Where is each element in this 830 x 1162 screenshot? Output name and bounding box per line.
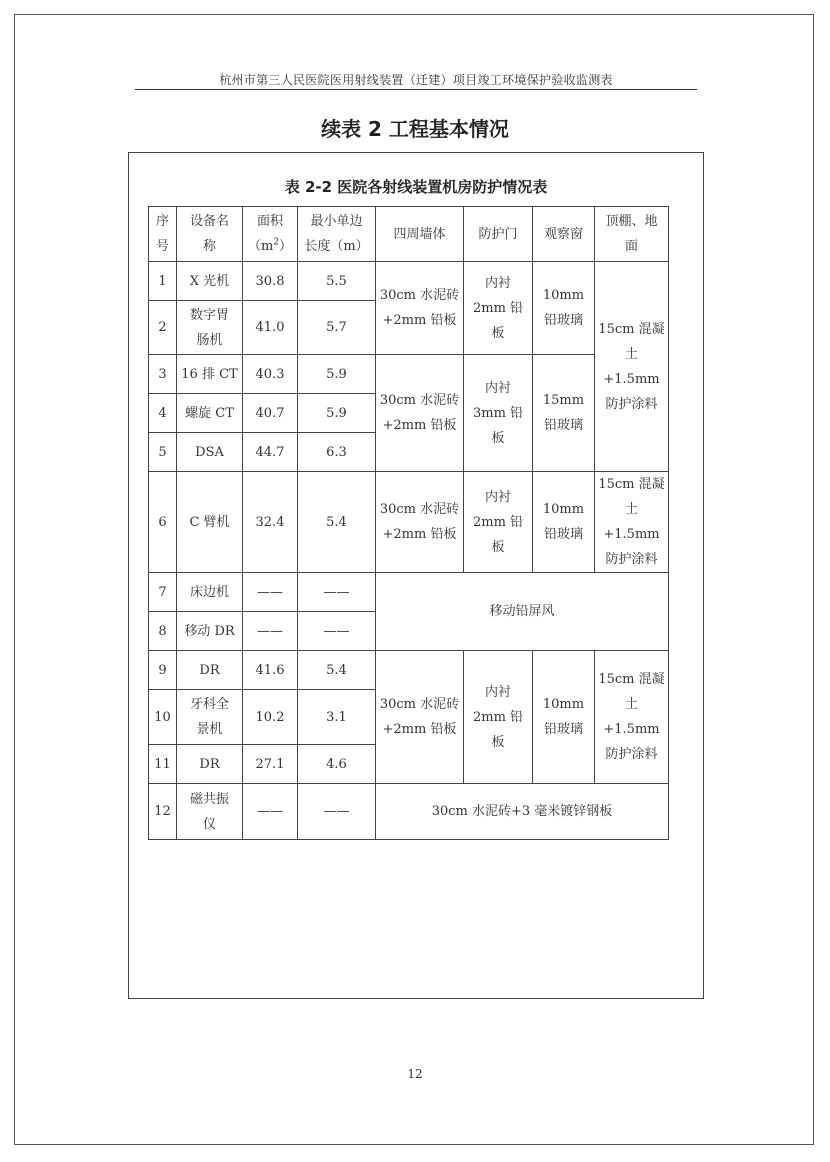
cell-seq: 10 (149, 690, 177, 745)
cell-area: 27.1 (243, 745, 298, 784)
cell-area: 44.7 (243, 433, 298, 472)
table-row (149, 651, 669, 690)
cell-min-length: 5.9 (298, 355, 376, 394)
table-row (149, 472, 669, 573)
cell-door: 内衬 2mm 铅 板 (464, 651, 533, 784)
cell-device-name: 16 排 CT (177, 355, 243, 394)
running-head: 杭州市第三人民医院医用射线装置（迁建）项目竣工环境保护验收监测表 (219, 73, 613, 87)
cell-area: —— (243, 612, 298, 651)
cell-device-name: C 臂机 (177, 472, 243, 573)
table-row (149, 784, 669, 840)
table-row (149, 355, 669, 394)
cell-device-name: 磁共振 仪 (177, 784, 243, 840)
cell-window: 10mm 铅玻璃 (533, 472, 595, 573)
header-min-length: 最小单边 长度（m） (298, 207, 376, 262)
section-title: 续表 2 工程基本情况 (321, 117, 509, 141)
cell-seq: 1 (149, 262, 177, 301)
cell-window: 10mm 铅玻璃 (533, 651, 595, 784)
cell-ceiling: 15cm 混凝 土+1.5mm 防护涂料 (595, 651, 669, 784)
header-seq: 序 号 (149, 207, 177, 262)
cell-seq: 3 (149, 355, 177, 394)
cell-area: 40.3 (243, 355, 298, 394)
table-row (149, 573, 669, 612)
cell-device-name: DR (177, 651, 243, 690)
cell-ceiling: 15cm 混凝 土+1.5mm 防护涂料 (595, 472, 669, 573)
header-door: 防护门 (464, 207, 533, 262)
cell-seq: 2 (149, 301, 177, 355)
header-wall: 四周墙体 (376, 207, 464, 262)
cell-area: —— (243, 573, 298, 612)
cell-seq: 7 (149, 573, 177, 612)
cell-area: 30.8 (243, 262, 298, 301)
cell-device-name: 螺旋 CT (177, 394, 243, 433)
cell-ceiling: 15cm 混凝 土+1.5mm 防护涂料 (595, 262, 669, 472)
cell-seq: 8 (149, 612, 177, 651)
cell-merged-protection: 移动铅屏风 (376, 573, 669, 651)
table-row (149, 262, 669, 301)
cell-seq: 4 (149, 394, 177, 433)
cell-area: 10.2 (243, 690, 298, 745)
cell-min-length: 5.7 (298, 301, 376, 355)
cell-device-name: 床边机 (177, 573, 243, 612)
cell-area: 32.4 (243, 472, 298, 573)
cell-device-name: 数字胃 肠机 (177, 301, 243, 355)
cell-min-length: —— (298, 784, 376, 840)
table-header-row (149, 207, 669, 262)
cell-device-name: DSA (177, 433, 243, 472)
cell-device-name: DR (177, 745, 243, 784)
cell-device-name: 牙科全 景机 (177, 690, 243, 745)
cell-seq: 11 (149, 745, 177, 784)
cell-device-name: 移动 DR (177, 612, 243, 651)
cell-area: 41.0 (243, 301, 298, 355)
cell-wall: 30cm 水泥砖 +2mm 铅板 (376, 651, 464, 784)
cell-area: 40.7 (243, 394, 298, 433)
cell-min-length: 5.9 (298, 394, 376, 433)
cell-wall: 30cm 水泥砖 +2mm 铅板 (376, 262, 464, 355)
cell-min-length: —— (298, 573, 376, 612)
cell-seq: 12 (149, 784, 177, 840)
cell-seq: 6 (149, 472, 177, 573)
cell-area: 41.6 (243, 651, 298, 690)
cell-min-length: 4.6 (298, 745, 376, 784)
header-window: 观察窗 (533, 207, 595, 262)
header-name: 设备名 称 (177, 207, 243, 262)
cell-wall: 30cm 水泥砖 +2mm 铅板 (376, 355, 464, 472)
shielding-table (148, 206, 669, 840)
cell-wall: 30cm 水泥砖 +2mm 铅板 (376, 472, 464, 573)
cell-min-length: 6.3 (298, 433, 376, 472)
cell-min-length: 3.1 (298, 690, 376, 745)
cell-window: 15mm 铅玻璃 (533, 355, 595, 472)
cell-min-length: 5.5 (298, 262, 376, 301)
header-ceiling: 顶棚、地 面 (595, 207, 669, 262)
cell-device-name: X 光机 (177, 262, 243, 301)
cell-seq: 5 (149, 433, 177, 472)
cell-min-length: 5.4 (298, 651, 376, 690)
cell-min-length: —— (298, 612, 376, 651)
cell-min-length: 5.4 (298, 472, 376, 573)
cell-door: 内衬 3mm 铅 板 (464, 355, 533, 472)
cell-merged-protection: 30cm 水泥砖+3 毫米镀锌钢板 (376, 784, 669, 840)
table-caption: 表 2-2 医院各射线装置机房防护情况表 (284, 178, 548, 196)
header-rule (135, 89, 697, 90)
cell-window: 10mm 铅玻璃 (533, 262, 595, 355)
cell-area: —— (243, 784, 298, 840)
cell-door: 内衬 2mm 铅 板 (464, 472, 533, 573)
cell-seq: 9 (149, 651, 177, 690)
cell-door: 内衬 2mm 铅 板 (464, 262, 533, 355)
page-number: 12 (407, 1067, 423, 1081)
header-area: 面积 $(m^2)$ (243, 207, 298, 262)
